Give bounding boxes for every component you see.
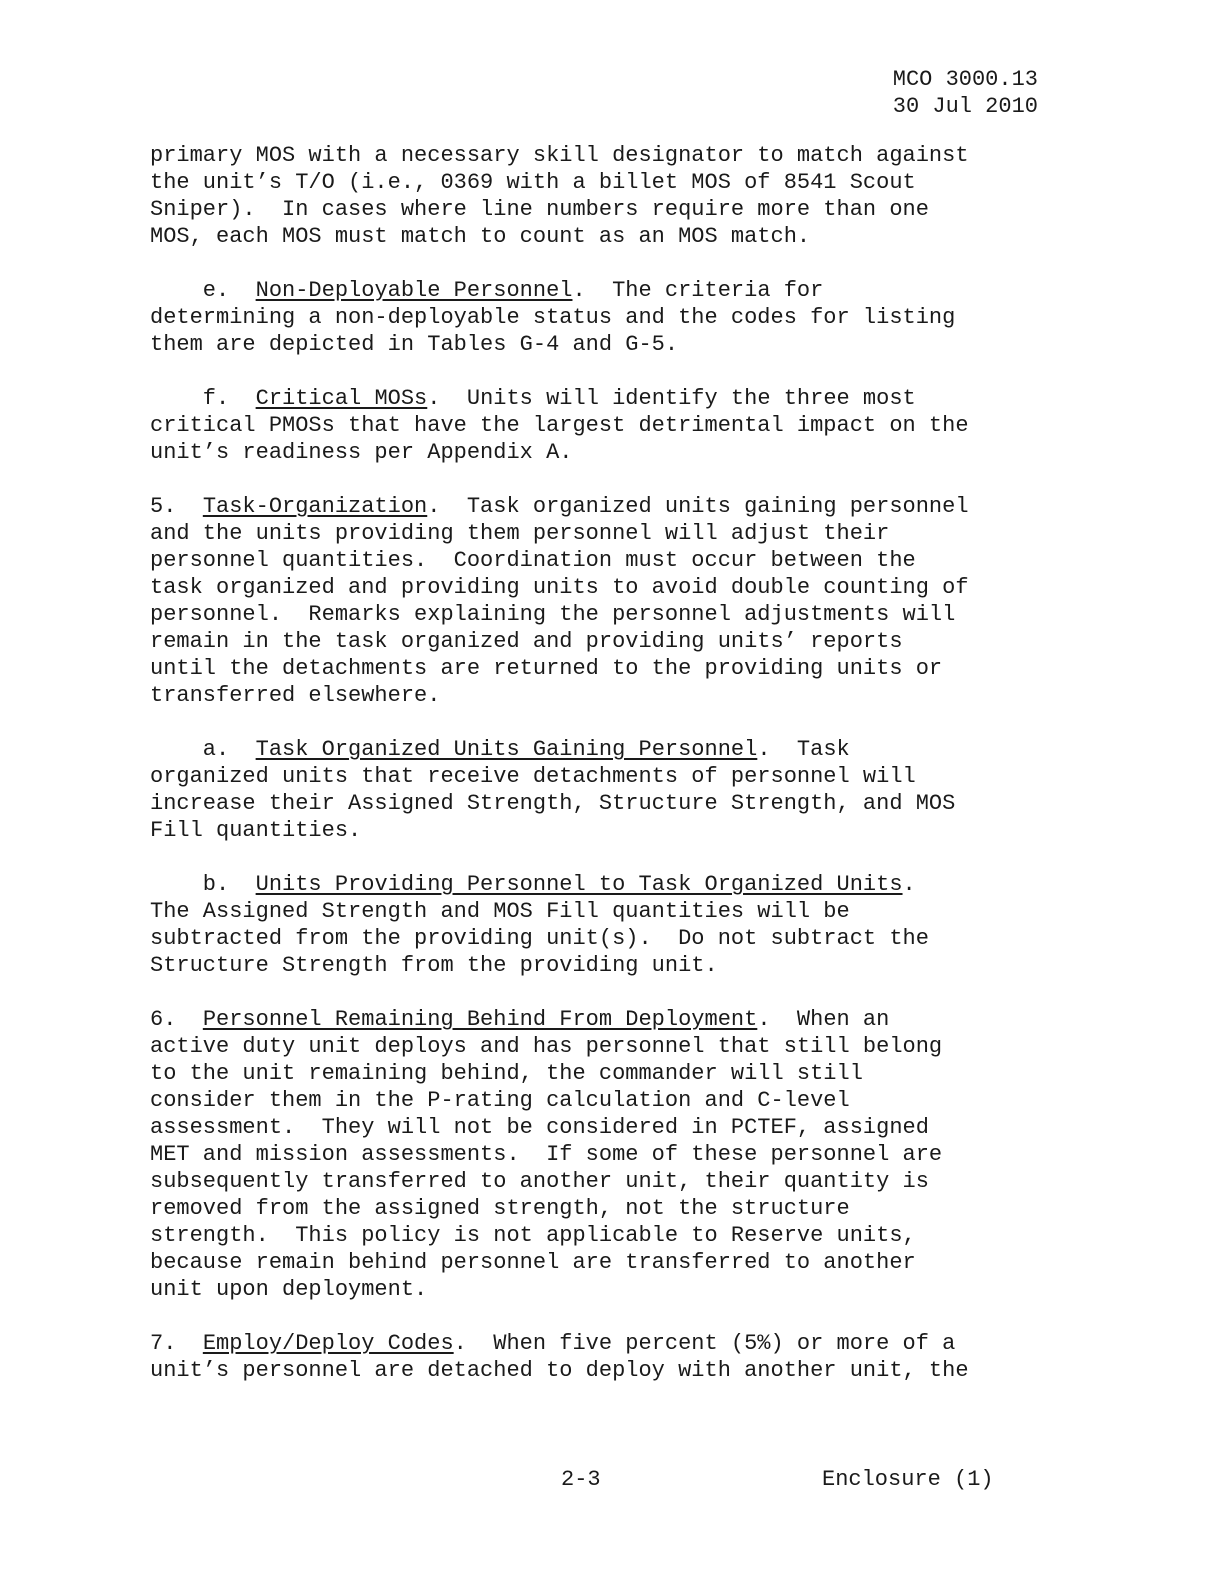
text-line: active duty unit deploys and has personnel that still belong (150, 1034, 943, 1059)
paragraph-heading: Non-Deployable Personnel (255, 278, 573, 303)
paragraph-number: 6. (150, 1007, 203, 1032)
text-line: task organized and providing units to avoid double counting of (150, 575, 969, 600)
paragraph-text: . The criteria for (572, 278, 824, 303)
paragraph-number: b. (150, 872, 256, 897)
text-line: The Assigned Strength and MOS Fill quantities will be (150, 899, 850, 924)
paragraph-number: e. (150, 278, 256, 303)
paragraph-6 (150, 1006, 1050, 1303)
paragraph-heading: Employ/Deploy Codes (202, 1331, 454, 1356)
text-line: transferred elsewhere. (150, 683, 441, 708)
paragraph-first-line (150, 277, 1050, 304)
text-line: Fill quantities. (150, 818, 362, 843)
paragraph-4e (150, 277, 1050, 358)
paragraph-heading: Task Organized Units Gaining Personnel (255, 737, 758, 762)
paragraph-text: . Task organized units gaining personnel (427, 494, 969, 519)
text-line: strength. This policy is not applicable to Reserve units, (150, 1223, 916, 1248)
text-line: critical PMOSs that have the largest detrimental impact on the (150, 413, 969, 438)
paragraph-5a (150, 736, 1050, 844)
text-line: organized units that receive detachments of personnel will (150, 764, 916, 789)
text-line: Structure Strength from the providing unit. (150, 953, 718, 978)
text-line: increase their Assigned Strength, Structure Strength, and MOS (150, 791, 956, 816)
paragraph-number: 5. (150, 494, 203, 519)
text-line: them are depicted in Tables G-4 and G-5. (150, 332, 679, 357)
text-line: unit’s readiness per Appendix A. (150, 440, 573, 465)
order-number: MCO 3000.13 (892, 67, 1038, 92)
paragraph-number: f. (150, 386, 256, 411)
text-line: unit upon deployment. (150, 1277, 428, 1302)
paragraph-first-line (150, 493, 1050, 520)
paragraph-continuation (150, 142, 1050, 250)
paragraph-first-line (150, 385, 1050, 412)
paragraph-text: . Task (757, 737, 850, 762)
text-line: and the units providing them personnel will adjust their (150, 521, 890, 546)
text-line: MOS, each MOS must match to count as an MOS match. (150, 224, 811, 249)
paragraph-heading: Units Providing Personnel to Task Organized Units (255, 872, 903, 897)
page-number: 2-3 (561, 1467, 601, 1492)
text-line: the unit’s T/O (i.e., 0369 with a billet MOS of 8541 Scout (150, 170, 916, 195)
paragraph-first-line (150, 736, 1050, 763)
document-header (893, 66, 1038, 120)
text-line: removed from the assigned strength, not the structure (150, 1196, 850, 1221)
text-line: subsequently transferred to another unit, their quantity is (150, 1169, 929, 1194)
paragraph-number: a. (150, 737, 256, 762)
paragraph-first-line (150, 871, 1050, 898)
text-line: Sniper). In cases where line numbers require more than one (150, 197, 929, 222)
paragraph-heading: Critical MOSs (255, 386, 428, 411)
text-line: determining a non-deployable status and the codes for listing (150, 305, 956, 330)
text-line: personnel quantities. Coordination must occur between the (150, 548, 916, 573)
paragraph-text: . Units will identify the three most (427, 386, 916, 411)
text-line: unit’s personnel are detached to deploy with another unit, the (150, 1358, 969, 1383)
paragraph-number: 7. (150, 1331, 203, 1356)
text-line: to the unit remaining behind, the commander will still (150, 1061, 863, 1086)
paragraph-first-line (150, 1006, 1050, 1033)
paragraph-heading: Personnel Remaining Behind From Deployment (202, 1007, 758, 1032)
paragraph-7 (150, 1330, 1050, 1384)
paragraph-text: . (902, 872, 916, 897)
text-line: remain in the task organized and providing units’ reports (150, 629, 903, 654)
paragraph-4f (150, 385, 1050, 466)
paragraph-first-line (150, 1330, 1050, 1357)
text-line: assessment. They will not be considered in PCTEF, assigned (150, 1115, 929, 1140)
text-line: consider them in the P-rating calculation and C-level (150, 1088, 850, 1113)
paragraph-5 (150, 493, 1050, 709)
paragraph-text: . When an (757, 1007, 890, 1032)
paragraph-heading: Task-Organization (202, 494, 428, 519)
document-footer (0, 1466, 1224, 1496)
order-date: 30 Jul 2010 (892, 94, 1038, 119)
enclosure-label: Enclosure (1) (822, 1467, 994, 1492)
text-line: subtracted from the providing unit(s). Do not subtract the (150, 926, 929, 951)
paragraph-5b (150, 871, 1050, 979)
text-line: MET and mission assessments. If some of these personnel are (150, 1142, 943, 1167)
document-body (150, 142, 1050, 1411)
paragraph-text: . When five percent (5%) or more of a (453, 1331, 956, 1356)
text-line: primary MOS with a necessary skill designator to match against (150, 143, 969, 168)
text-line: because remain behind personnel are transferred to another (150, 1250, 916, 1275)
text-line: personnel. Remarks explaining the personnel adjustments will (150, 602, 956, 627)
text-line: until the detachments are returned to the providing units or (150, 656, 943, 681)
